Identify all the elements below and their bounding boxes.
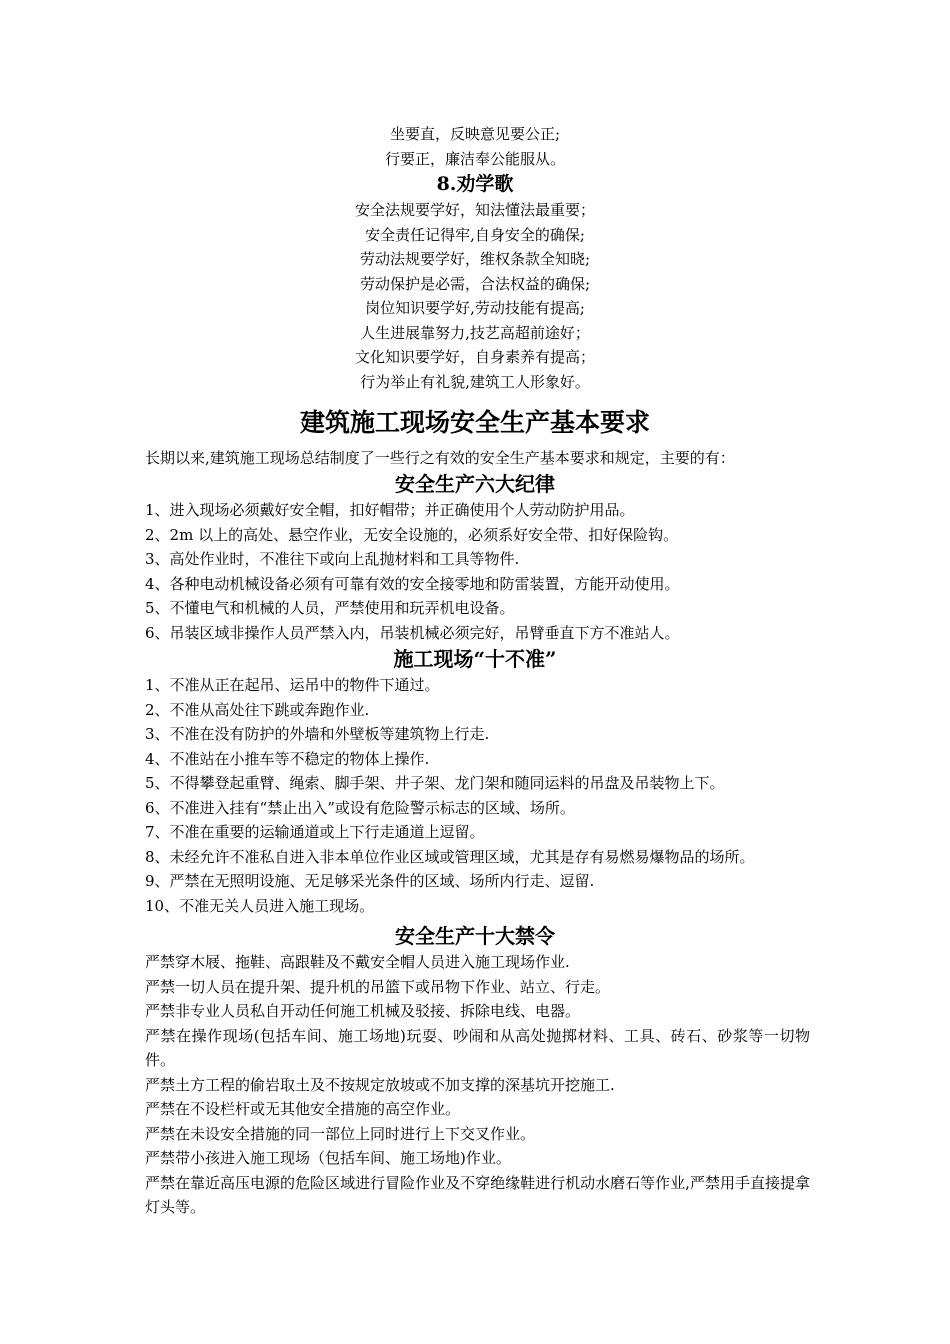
poem-line: 行为举止有礼貌,建筑工人形象好。 (360, 372, 590, 391)
main-title: 建筑施工现场安全生产基本要求 (299, 408, 650, 437)
six-rules-list (145, 498, 825, 645)
poem-top (0, 122, 950, 171)
poem-line: 劳动保护是必需，合法权益的确保; (359, 274, 591, 293)
list-item: 5、不懂电气和机械的人员，严禁使用和玩弄机电设备。 (145, 599, 515, 617)
list-item: 7、不准在重要的运输通道或上下行走通道上逗留。 (145, 823, 485, 841)
list-item: 严禁穿木屐、拖鞋、高跟鞋及不戴安全帽人员进入施工现场作业. (145, 953, 570, 971)
section-title-six-rules: 安全生产六大纪律 (395, 472, 555, 496)
list-item: 8、未经允许不准私自进入非本单位作业区域或管理区域，尤其是存有易燃易爆物品的场所。 (145, 847, 755, 866)
section-title-ten-nots: 施工现场“十不准” (393, 647, 557, 671)
poem-line: 人生进展靠努力,技艺高超前途好； (360, 323, 590, 342)
list-item: 严禁在靠近高压电源的危险区域进行冒险作业及不穿绝缘鞋进行机动水磨石等作业,严禁用手直接提拿灯头等。 (145, 1173, 810, 1216)
list-item: 严禁在不设栏杆或无其他安全措施的高空作业。 (145, 1100, 461, 1118)
poem-line: 安全责任记得牢,自身安全的确保; (365, 225, 585, 244)
list-item: 2、不准从高处往下跳或奔跑作业. (145, 700, 370, 719)
ten-bans-list (145, 950, 825, 1220)
poem-line: 行要正，廉洁奉公能服从。 (384, 149, 565, 168)
list-item: 严禁在未设安全措施的同一部位上同时进行上下交叉作业。 (145, 1124, 536, 1143)
list-item: 3、高处作业时，不准往下或向上乱抛材料和工具等物件. (145, 550, 520, 568)
list-item: 10、不准无关人员进入施工现场。 (145, 896, 375, 915)
list-item: 1、不准从正在起吊、运吊中的物件下通过。 (145, 676, 440, 694)
poem-8 (0, 171, 950, 394)
list-item: 5、不得攀登起重臂、绳索、脚手架、井子架、龙门架和随同运料的吊盘及吊装物上下。 (145, 774, 725, 792)
section-title-ten-bans: 安全生产十大禁令 (395, 924, 555, 948)
poem-line: 安全法规要学好，知法懂法最重要； (354, 201, 595, 219)
list-item: 6、不准进入挂有“禁止出入”或设有危险警示标志的区域、场所。 (145, 798, 575, 817)
ten-nots-list (145, 673, 825, 918)
poem-line: 文化知识要学好，自身素养有提高； (354, 348, 595, 366)
poem-line: 岗位知识要学好,劳动技能有提高; (365, 299, 585, 317)
list-item: 1、进入现场必须戴好安全帽，扣好帽带；并正确使用个人劳动防护用品。 (145, 501, 635, 519)
body-area (145, 446, 825, 1220)
list-item: 4、不准站在小推车等不稳定的物体上操作. (145, 749, 430, 768)
list-item: 严禁土方工程的偷岩取土及不按规定放坡或不加支撑的深基坑开挖施工. (145, 1075, 615, 1094)
list-item: 3、不准在没有防护的外墙和外壁板等建筑物上行走. (145, 725, 490, 743)
poem-title: 8.劝学歌 (436, 173, 514, 195)
list-item: 严禁非专业人员私自开动任何施工机械及驳接、拆除电线、电器。 (145, 1002, 581, 1020)
list-item: 4、各种电动机械设备必须有可靠有效的安全接零地和防雷装置，方能开动使用。 (145, 574, 680, 593)
list-item: 2、2m 以上的高处、悬空作业，无安全设施的，必须系好安全带、扣好保险钩。 (145, 525, 679, 544)
list-item: 严禁在操作现场(包括车间、施工场地)玩耍、吵闹和从高处抛掷材料、工具、砖石、砂浆等一切物件。 (145, 1026, 810, 1069)
list-item: 严禁带小孩进入施工现场（包括车间、施工场地)作业。 (145, 1149, 511, 1167)
poem-line: 劳动法规要学好，维权条款全知晓; (359, 250, 591, 268)
list-item: 6、吊装区域非操作人员严禁入内，吊装机械必须完好，吊臂垂直下方不准站人。 (145, 623, 680, 642)
list-item: 严禁一切人员在提升架、提升机的吊篮下或吊物下作业、站立、行走。 (145, 977, 611, 996)
poem-line: 坐要直，反映意见要公正; (389, 125, 561, 143)
intro-paragraph: 长期以来,建筑施工现场总结制度了一些行之有效的安全生产基本要求和规定，主要的有： (145, 449, 735, 467)
list-item: 9、严禁在无照明设施、无足够采光条件的区域、场所内行走、逗留. (145, 872, 595, 890)
